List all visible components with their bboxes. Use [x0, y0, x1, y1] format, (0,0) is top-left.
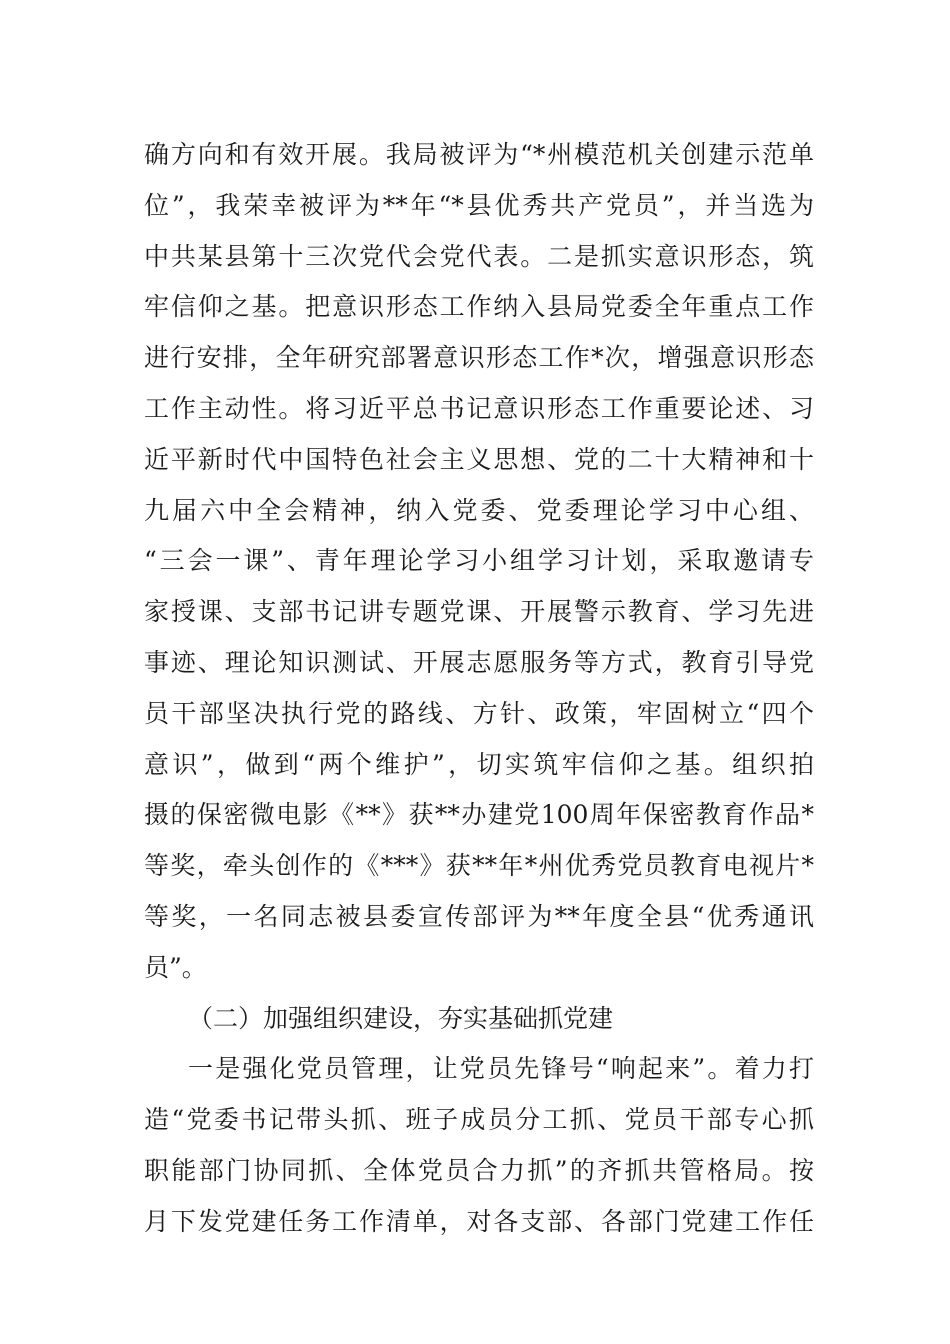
text-line: 近平新时代中国特色社会主义思想、党的二十大精神和十: [144, 444, 814, 474]
text-line: 牢信仰之基。把意识形态工作纳入县局党委全年重点工作: [144, 292, 814, 322]
text-line: 事迹、理论知识测试、开展志愿服务等方式，教育引导党: [144, 647, 814, 677]
text-line: 摄的保密微电影《**》获**办建党100周年保密教育作品*: [144, 800, 814, 830]
text-line: 中共某县第十三次党代会党代表。二是抓实意识形态，筑: [144, 241, 814, 271]
text-line: 月下发党建任务工作清单，对各支部、各部门党建工作任: [144, 1206, 814, 1236]
text-line: 确方向和有效开展。我局被评为“*州模范机关创建示范单: [144, 140, 814, 169]
text-line: “三会一课”、青年理论学习小组学习计划，采取邀请专: [144, 546, 814, 576]
document-body: [144, 130, 814, 1248]
text-line: 等奖，一名同志被县委宣传部评为**年度全县“优秀通讯: [144, 901, 814, 931]
text-line: 员”。: [144, 952, 207, 982]
section-heading: （二）加强组织建设，夯实基础抓党建: [188, 1003, 614, 1033]
text-line: 一是强化党员管理，让党员先锋号“响起来”。着力打: [188, 1054, 814, 1084]
text-line: 造“党委书记带头抓、班子成员分工抓、党员干部专心抓: [144, 1105, 814, 1135]
text-line: 九届六中全会精神，纳入党委、党委理论学习中心组、: [144, 495, 814, 525]
text-line: 员干部坚决执行党的路线、方针、政策，牢固树立“四个: [144, 698, 814, 728]
text-line: 位”，我荣幸被评为**年“*县优秀共产党员”，并当选为: [144, 190, 814, 220]
text-line: 家授课、支部书记讲专题党课、开展警示教育、学习先进: [144, 597, 814, 627]
text-line: 等奖，牵头创作的《***》获**年*州优秀党员教育电视片*: [144, 851, 814, 881]
text-line: 意识”，做到“两个维护”，切实筑牢信仰之基。组织拍: [144, 749, 814, 779]
text-line: 职能部门协同抓、全体党员合力抓”的齐抓共管格局。按: [144, 1155, 814, 1185]
text-line: 进行安排，全年研究部署意识形态工作*次，增强意识形态: [144, 343, 814, 373]
text-line: 工作主动性。将习近平总书记意识形态工作重要论述、习: [144, 393, 814, 423]
